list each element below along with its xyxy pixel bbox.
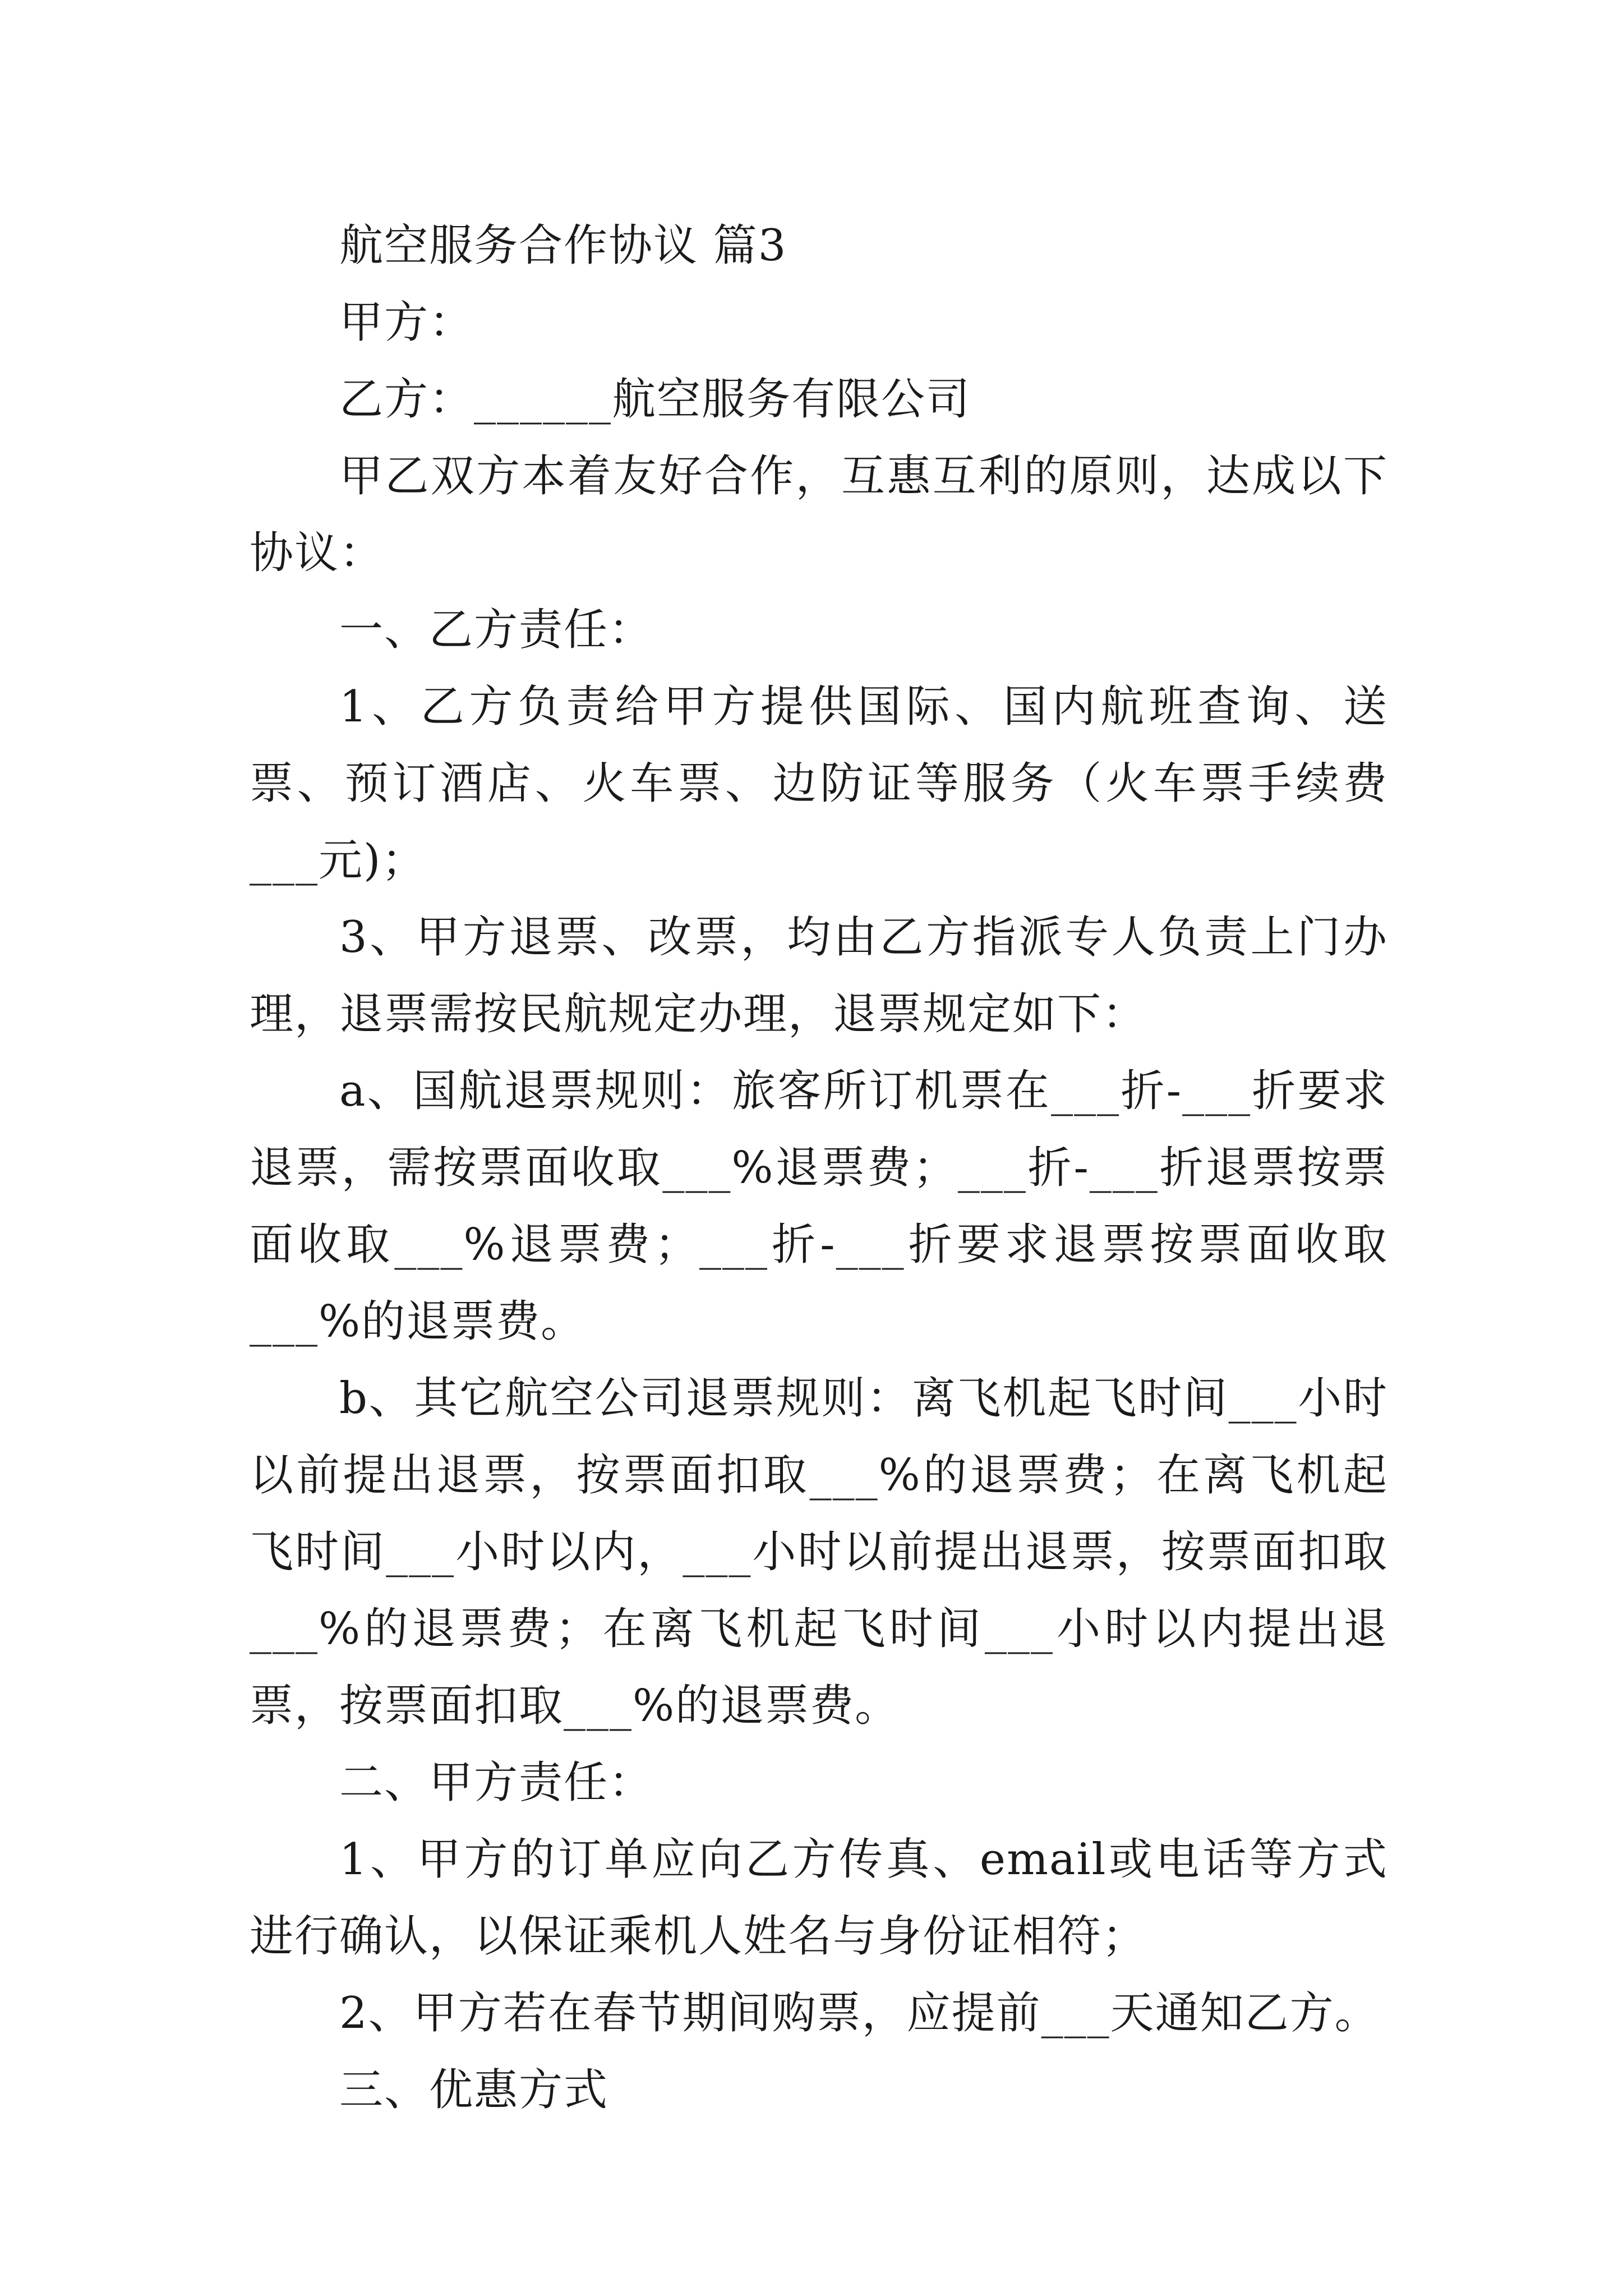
section1-rule-b: b、其它航空公司退票规则：离飞机起飞时间___小时以前提出退票，按票面扣取___%的退票费；在离飞机起飞时间___小时以内，___小时以前提出退票，按票面扣取___%的退票费；在离飞机起飞时间___小时以内提出退票，按票面扣取___%的退票费。 xyxy=(250,1373,1388,1731)
section1-heading: 一、乙方责任： xyxy=(339,605,654,655)
section1-rule-a: a、国航退票规则：旅客所订机票在___折-___折要求退票，需按票面收取___%退票费；___折-___折退票按票面收取___%退票费；___折-___折要求退票按票面收取___%的退票费。 xyxy=(250,1066,1388,1347)
section1-item3: 3、甲方退票、改票，均由乙方指派专人负责上门办理，退票需按民航规定办理，退票规定如下： xyxy=(250,912,1388,1039)
party-a-line: 甲方： xyxy=(339,297,474,348)
section2-item1: 1、甲方的订单应向乙方传真、email或电话等方式进行确认，以保证乘机人姓名与身份证相符； xyxy=(250,1834,1388,1962)
section3-heading: 三、优惠方式 xyxy=(339,2065,609,2115)
section2-heading: 二、甲方责任： xyxy=(339,1757,654,1808)
intro-paragraph: 甲乙双方本着友好合作，互惠互利的原则，达成以下协议： xyxy=(250,451,1388,578)
document-body xyxy=(250,208,1388,2129)
document-title: 航空服务合作协议 篇3 xyxy=(339,220,787,271)
section2-item2: 2、甲方若在春节期间购票，应提前___天通知乙方。 xyxy=(339,1988,1380,2039)
section1-item1: 1、乙方负责给甲方提供国际、国内航班查询、送票、预订酒店、火车票、边防证等服务（火车票手续费___元)； xyxy=(250,682,1388,886)
party-b-line: 乙方：______航空服务有限公司 xyxy=(339,374,971,425)
